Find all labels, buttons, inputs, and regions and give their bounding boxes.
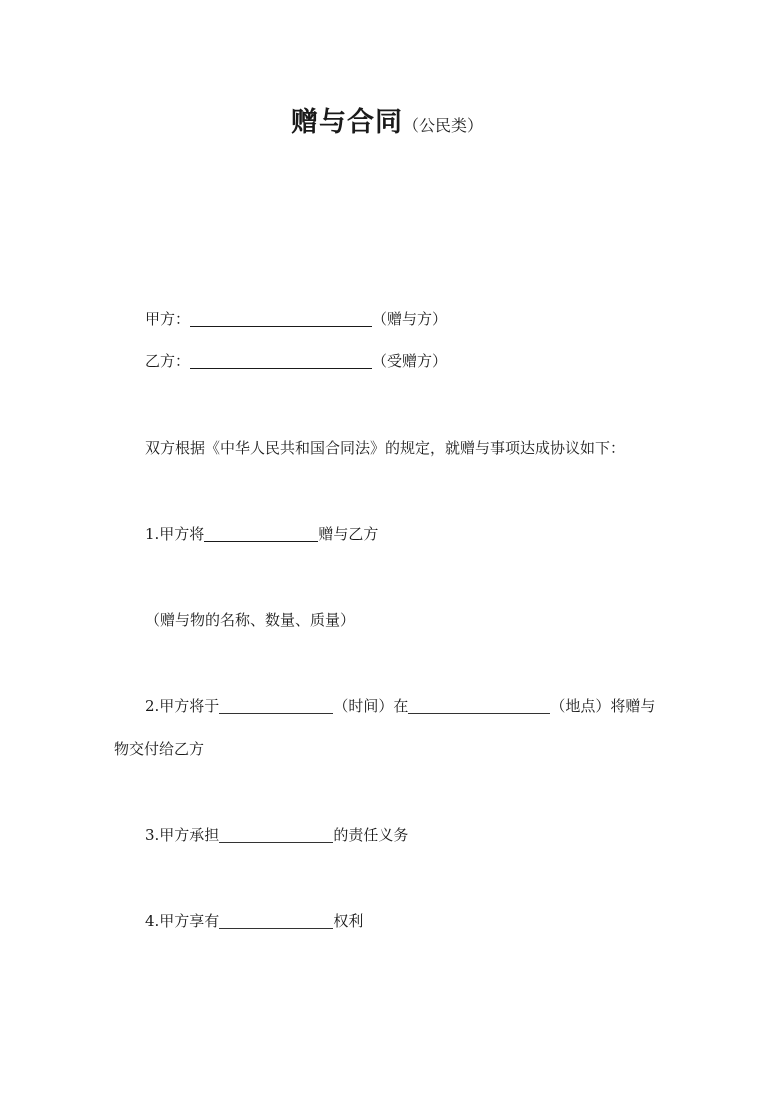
clause-3-prefix: 3.甲方承担 (145, 826, 220, 844)
clause-2-place-blank (408, 712, 550, 714)
clause-4-rights-blank (219, 927, 333, 929)
party-b-line (145, 351, 447, 371)
clause-2-time-label: （时间）在 (333, 697, 409, 715)
title-main: 赠与合同 (290, 107, 403, 138)
document-title (0, 100, 774, 139)
clause-2-continuation: 物交付给乙方 (114, 740, 205, 758)
party-a-line (145, 309, 447, 329)
clause-2-place-label: （地点）将赠与 (550, 697, 656, 715)
clause-4-prefix: 4.甲方享有 (145, 912, 220, 930)
party-b-label: 乙方： (145, 352, 191, 370)
party-a-role: （赠与方） (372, 310, 448, 328)
party-a-label: 甲方： (145, 310, 191, 328)
clause-3-duty-blank (219, 841, 333, 843)
clause-3-suffix: 的责任义务 (333, 826, 409, 844)
clause-1-prefix: 1.甲方将 (145, 525, 205, 543)
preamble-text: 双方根据《中华人民共和国合同法》的规定，就赠与事项达成协议如下： (145, 439, 626, 457)
party-b-name-blank (190, 367, 372, 369)
clause-4-suffix: 权利 (333, 912, 364, 930)
clause-1-gift-blank (204, 540, 318, 542)
clause-2-prefix: 2.甲方将于 (145, 697, 220, 715)
title-subtitle: （公民类） (402, 116, 483, 135)
clause-1 (145, 524, 378, 544)
party-a-name-blank (190, 325, 372, 327)
clause-1-suffix: 赠与乙方 (318, 525, 379, 543)
clause-1-note: （赠与物的名称、数量、质量） (145, 611, 356, 629)
clause-4 (145, 911, 363, 931)
clause-2-time-blank (219, 712, 333, 714)
clause-2 (145, 696, 655, 716)
party-b-role: （受赠方） (372, 352, 448, 370)
clause-3 (145, 825, 408, 845)
